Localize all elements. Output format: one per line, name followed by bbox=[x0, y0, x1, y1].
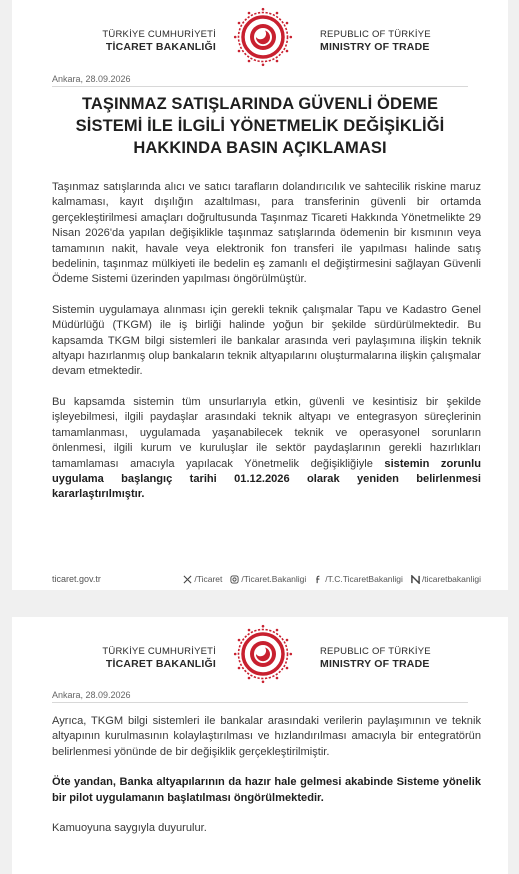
document-title bbox=[42, 93, 478, 159]
paragraph: Ayrıca, TKGM bilgi sistemleri ile bankalar arasındaki verilerin paylaşımının ve teknik altyapının kurulmasının kolaylaştırılması ve hızlandırılması amacıyla bir entegratörün belirlenmesi yönünde de bir değişiklik gerçekleştirilmiştir. bbox=[52, 715, 481, 758]
paragraph: Sistemin uygulamaya alınması için gerekli teknik çalışmalar Tapu ve Kadastro Genel Müdürlüğü (TKGM) ile iş birliği halinde yoğun bir şekilde sürdürülmektedir. Bu kapsamda TKGM bilgi sistemleri ile bankalar arasında veri paylaşımına ilişkin teknik altyapı hazırlanmış olup bankaların teknik altyapılarını oluşturmalarına ilişkin çalışmalar devam etmektedir. bbox=[52, 303, 481, 378]
bold-paragraph: Öte yandan, Banka altyapılarının da hazır hale gelmesi akabinde Sisteme yönelik bir pilot uygulamanın başlatılması öngörülmektedir. bbox=[52, 776, 481, 804]
document-footer bbox=[52, 574, 481, 588]
x-logo-icon bbox=[183, 575, 192, 584]
social-nsosyal[interactable]: /ticaretbakanligi bbox=[411, 574, 481, 584]
ministry-emblem-icon bbox=[232, 623, 294, 685]
social-links bbox=[183, 574, 481, 584]
document-page-2 bbox=[12, 617, 508, 874]
title-line: SİSTEMİ İLE İLGİLİ YÖNETMELİK DEĞİŞİKLİĞİ bbox=[75, 117, 445, 135]
document-date: Ankara, 28.09.2026 bbox=[52, 690, 131, 700]
ministry-name-english: REPUBLIC OF TÜRKİYE MINISTRY OF TRADE bbox=[320, 646, 431, 670]
ministry-name-english: REPUBLIC OF TÜRKİYE MINISTRY OF TRADE bbox=[320, 29, 431, 53]
facebook-icon bbox=[314, 575, 323, 584]
social-instagram[interactable]: /Ticaret.Bakanligi bbox=[230, 574, 306, 584]
document-date: Ankara, 28.09.2026 bbox=[52, 74, 131, 84]
website-link[interactable]: ticaret.gov.tr bbox=[52, 574, 101, 584]
ministry-name-turkish: TÜRKİYE CUMHURİYETİ TİCARET BAKANLIĞI bbox=[102, 29, 216, 53]
letterhead bbox=[12, 623, 508, 689]
ministry-name-turkish: TÜRKİYE CUMHURİYETİ TİCARET BAKANLIĞI bbox=[102, 646, 216, 670]
nsosyal-logo-icon bbox=[411, 575, 420, 584]
paragraph: Bu kapsamda sistemin tüm unsurlarıyla etkin, güvenli ve kesintisiz bir şekilde işleyebilmesi, ilgili paydaşlar arasındaki teknik altyapı ve entegrasyon süreçlerinin tamamlanması, uygulamada yaşanabilecek teknik ve operasyonel sorunların önlenmesi, ilgili kurum ve kuruluşlar ile sektör paydaşlarının gerekli hazırlıkları tamamlaması amacıyla yapılacak Yönetmelik değişikliğiyle sistemin zorunlu uygulama başlangıç tarihi 01.12.2026 olarak yeniden belirlenmesi kararlaştırılmıştır. bbox=[52, 395, 481, 501]
paragraph: Taşınmaz satışlarında alıcı ve satıcı tarafların dolandırıcılık ve sahtecilik riskine maruz kalmaması, kayıt dışılığın azaltılması, para transferinin güvenli bir ortamda gerçekleştirilmesi amaçları doğrultusunda Taşınmaz Ticareti Hakkında Yönetmelikte 29 Nisan 2026'da yapılan değişiklikle taşınmaz satışlarında ödemenin bir kısmının veya tamamının nakit, havale veya elektronik fon transferi ile yapılması halinde satış bedelinin, taşınmaz mülkiyeti ile bedelin eş zamanlı el değiştirmesini sağlayan Güvenli Ödeme Sistemi üzerinden yapılması öngörülmüştür. bbox=[52, 181, 481, 286]
social-x[interactable]: /Ticaret bbox=[183, 574, 222, 584]
header-divider bbox=[52, 702, 468, 703]
letterhead bbox=[12, 6, 508, 72]
header-divider bbox=[52, 86, 468, 87]
title-line: TAŞINMAZ SATIŞLARINDA GÜVENLİ ÖDEME bbox=[81, 95, 439, 113]
title-line: HAKKINDA BASIN AÇIKLAMASI bbox=[133, 139, 387, 157]
document-body bbox=[52, 180, 481, 518]
closing-line: Kamuoyuna saygıyla duyurulur. bbox=[52, 822, 207, 835]
social-facebook[interactable]: /T.C.TicaretBakanligi bbox=[314, 574, 403, 584]
ministry-emblem-icon bbox=[232, 6, 294, 68]
document-body bbox=[52, 714, 481, 851]
instagram-icon bbox=[230, 575, 239, 584]
bold-decision-text: sistemin zorunlu uygulama başlangıç tarihi 01.12.2026 olarak yeniden belirlenmesi kararlaştırılmıştır. bbox=[52, 457, 481, 501]
document-page-1 bbox=[12, 0, 508, 590]
paragraph bbox=[52, 775, 481, 806]
